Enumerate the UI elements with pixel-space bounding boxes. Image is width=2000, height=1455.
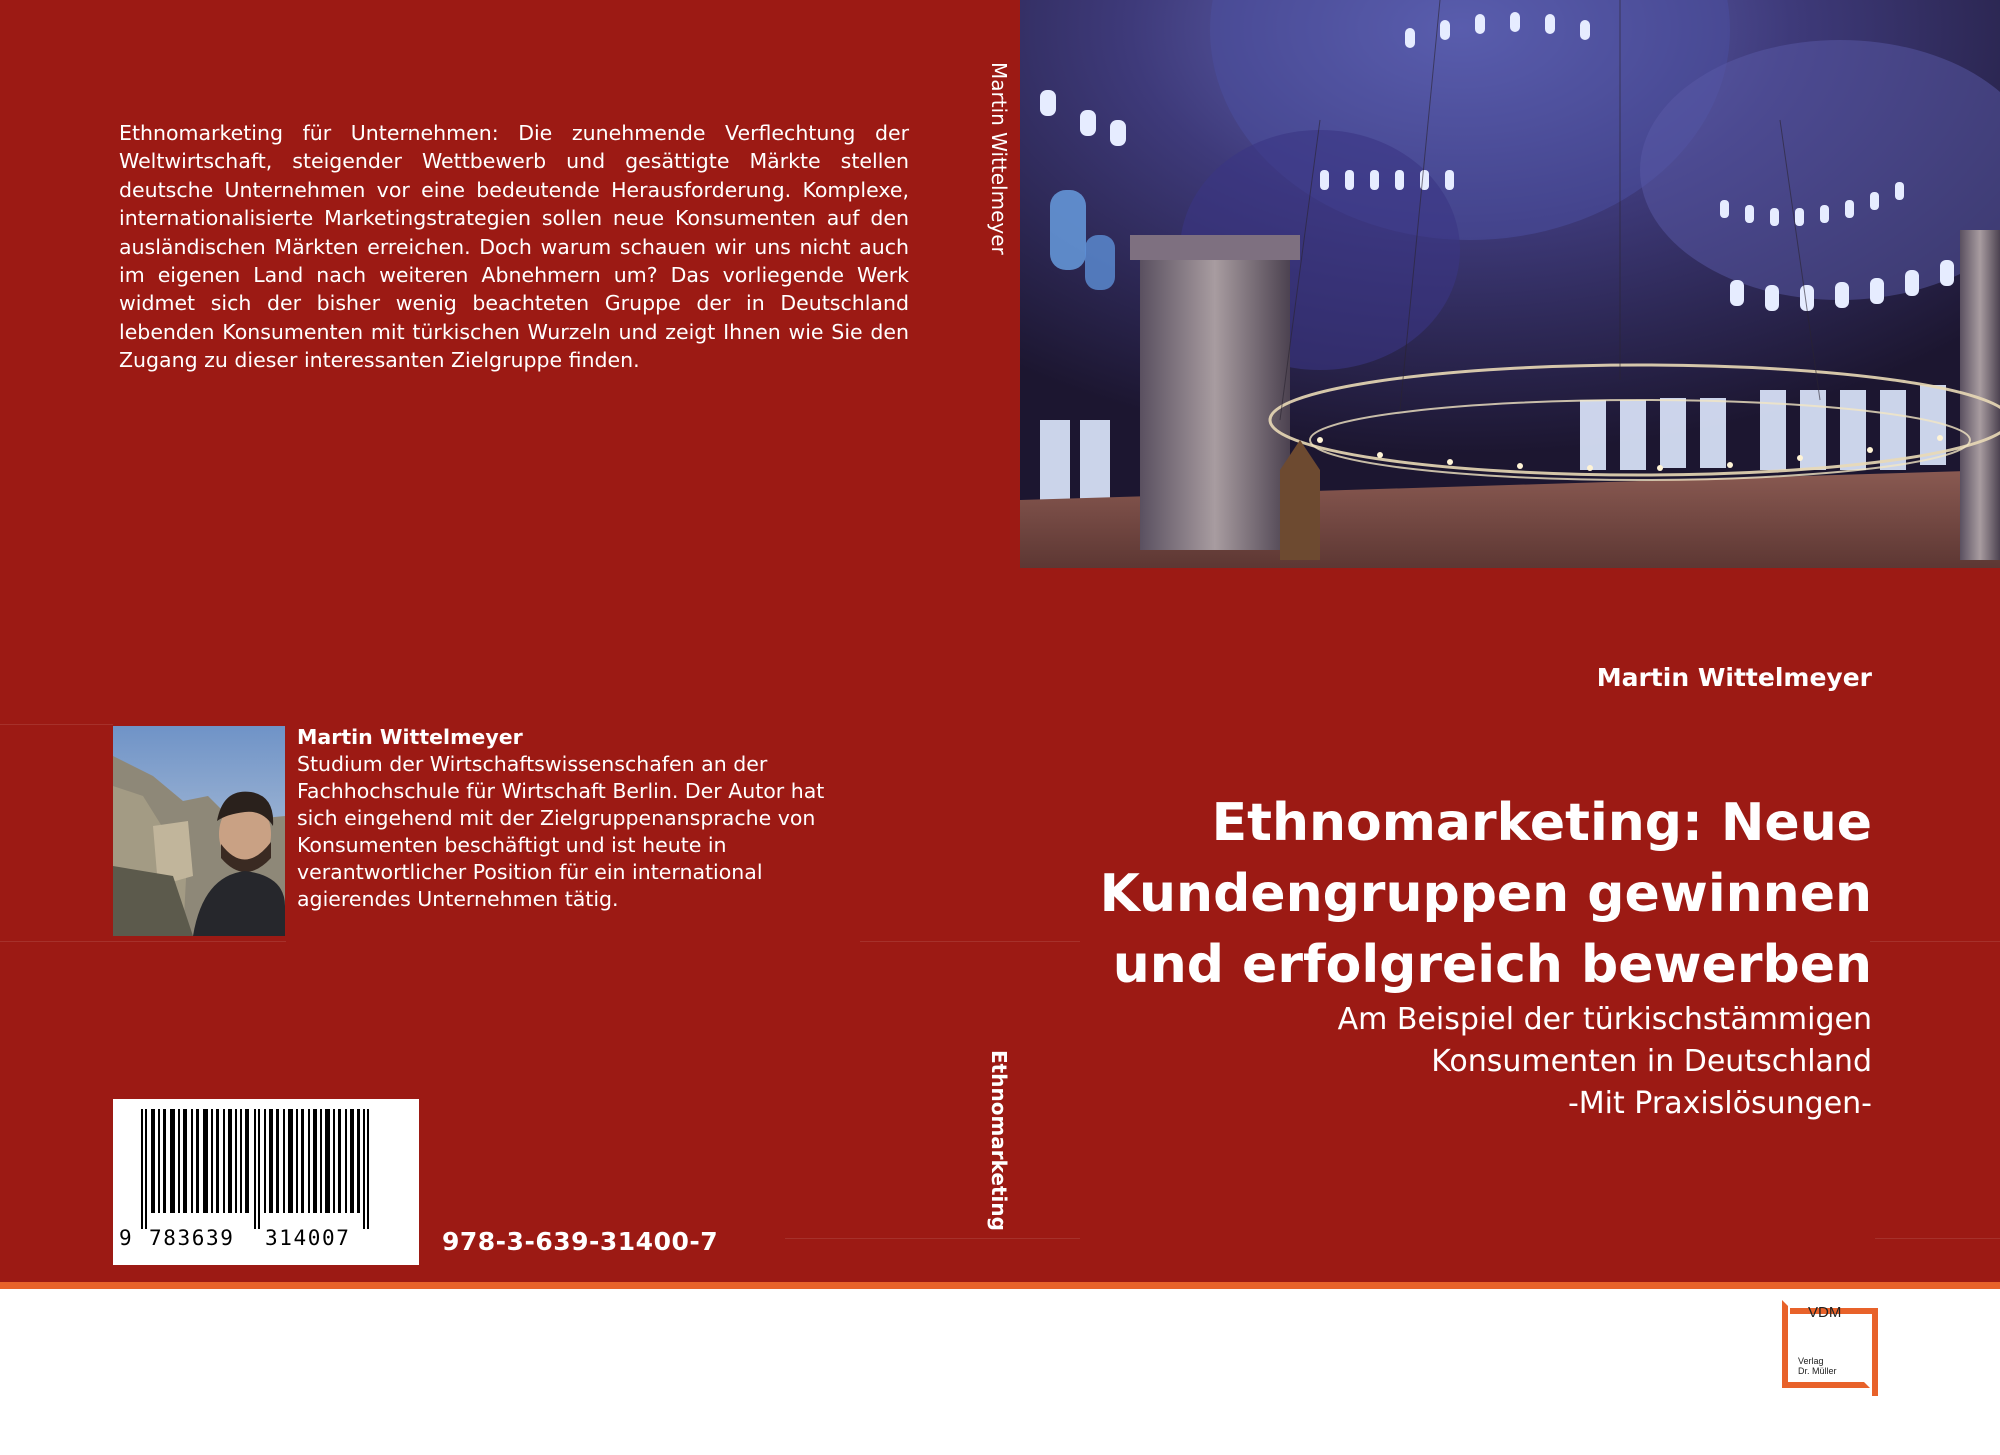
- isbn-number: 978-3-639-31400-7: [442, 1227, 719, 1256]
- subtitle-line: Konsumenten in Deutschland: [1431, 1044, 1872, 1079]
- book-title: Ethnomarketing: Neue Kundengruppen gewinnen und erfolgreich bewerben: [1099, 793, 1872, 995]
- front-author-name: Martin Wittelmeyer: [1596, 663, 1872, 692]
- logo-subtext-line: Verlag: [1798, 1356, 1824, 1366]
- logo-subtext: [1798, 1356, 1837, 1376]
- isbn-barcode: [113, 1099, 419, 1265]
- author-bio: Studium der Wirtschaftswissenschafen an der Fachhochschule für Wirtschaft Berlin. Der Autor hat sich eingehend mit der Zielgruppenansprache von Konsumenten beschäftigt und ist heute in verantwortlicher Position für ein international agierendes Unternehmen tätig.: [297, 752, 825, 911]
- vdm-publisher-logo: [1782, 1300, 1878, 1396]
- barcode-digit-prefix: 9: [119, 1226, 132, 1250]
- subtitle-line: -Mit Praxislösungen-: [1567, 1086, 1872, 1121]
- spine-title: Ethnomarketing: [987, 1050, 1011, 1231]
- guide-line: [0, 941, 286, 942]
- subtitle-line: Am Beispiel der türkischstämmigen: [1337, 1002, 1872, 1037]
- logo-text: VDM: [1808, 1304, 1842, 1321]
- barcode-digits-right: 314007: [265, 1226, 351, 1250]
- back-cover-blurb: Ethnomarketing für Unternehmen: Die zunehmende Verflechtung der Weltwirtschaft, steigender Wettbewerb und gesättigte Märkte stellen deutsche Unternehmen vor eine bedeutende Herausforderung. Komplexe, internationalisierte Marketingstrategien sollen neue Konsumenten auf den ausländischen Märkten erreichen. Doch warum schauen wir uns nicht auch im eigenen Land nach weiteren Abnehmern um? Das vorliegende Werk widmet sich der bisher wenig beachteten Gruppe der in Deutschland lebenden Konsumenten mit türkischen Wurzeln und zeigt Ihnen wie Sie den Zugang zu dieser interessanten Zielgruppe finden.: [119, 121, 909, 373]
- guide-line: [0, 724, 113, 725]
- barcode-digits-left: 783639: [149, 1226, 235, 1250]
- book-subtitle: [1072, 999, 1872, 1125]
- guide-line: [1870, 941, 2000, 942]
- guide-line: [785, 1238, 1080, 1239]
- mosque-interior-photo: [1020, 0, 2000, 568]
- spine-author: Martin Wittelmeyer: [987, 62, 1011, 255]
- back-author-name: Martin Wittelmeyer: [297, 725, 523, 749]
- logo-frame: [1790, 1308, 1878, 1396]
- author-photo: [113, 726, 285, 936]
- guide-line: [1875, 1238, 2000, 1239]
- orange-divider: [0, 1282, 2000, 1289]
- logo-subtext-line: Dr. Müller: [1798, 1366, 1837, 1376]
